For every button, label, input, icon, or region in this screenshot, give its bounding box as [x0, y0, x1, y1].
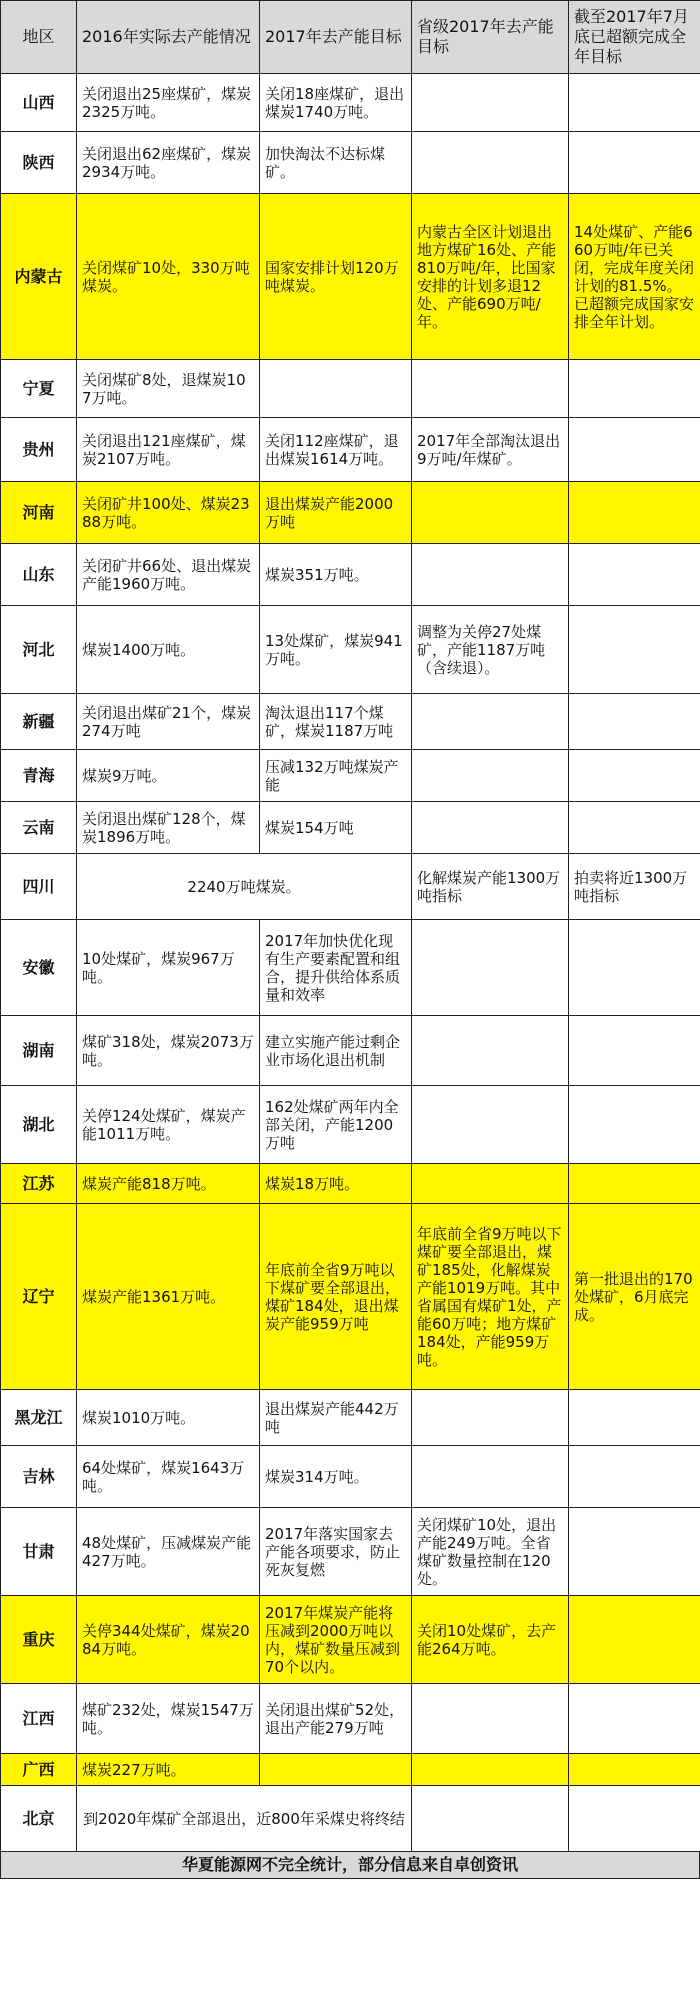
cell-july-progress: [569, 802, 700, 854]
table-row: [1, 482, 700, 544]
table-body: [1, 74, 700, 1852]
region-cell: 贵州: [1, 418, 77, 482]
table-row: [1, 132, 700, 194]
cell-2017-target: [260, 1754, 412, 1786]
cell-2016-actual: 煤炭227万吨。: [77, 1754, 260, 1786]
cell-july-progress: [569, 132, 700, 194]
table-row: [1, 1684, 700, 1754]
table-row: [1, 750, 700, 802]
cell-july-progress: [569, 1754, 700, 1786]
cell-provincial-target: [412, 802, 569, 854]
region-cell: 宁夏: [1, 360, 77, 418]
cell-july-progress: [569, 750, 700, 802]
table-row: [1, 1086, 700, 1164]
cell-2016-actual: 关停344处煤矿，煤炭2084万吨。: [77, 1596, 260, 1684]
cell-provincial-target: [412, 1016, 569, 1086]
header-region: 地区: [1, 1, 77, 74]
cell-provincial-target: [412, 1786, 569, 1852]
region-cell: 江西: [1, 1684, 77, 1754]
region-cell: 新疆: [1, 694, 77, 750]
region-cell: 吉林: [1, 1446, 77, 1508]
cell-2017-target: 关闭18座煤矿，退出煤炭1740万吨。: [260, 74, 412, 132]
cell-2017-target: 加快淘汰不达标煤矿。: [260, 132, 412, 194]
table-row: [1, 920, 700, 1016]
cell-july-progress: 14处煤矿、产能660万吨/年已关闭，完成年度关闭计划的81.5%。已超额完成国家安排全年计划。: [569, 194, 700, 360]
cell-2016-actual: 10处煤矿，煤炭967万吨。: [77, 920, 260, 1016]
cell-2017-target: 淘汰退出117个煤矿，煤炭1187万吨: [260, 694, 412, 750]
header-provincial-target: 省级2017年去产能目标: [412, 1, 569, 74]
cell-provincial-target: 内蒙古全区计划退出地方煤矿16处、产能810万吨/年，比国家安排的计划多退12处、产能690万吨/年。: [412, 194, 569, 360]
region-cell: 河南: [1, 482, 77, 544]
table-row: [1, 1164, 700, 1204]
cell-provincial-target: [412, 1086, 569, 1164]
header-2016-actual: 2016年实际去产能情况: [77, 1, 260, 74]
region-cell: 湖南: [1, 1016, 77, 1086]
table-row: [1, 418, 700, 482]
region-cell: 四川: [1, 854, 77, 920]
cell-provincial-target: 化解煤炭产能1300万吨指标: [412, 854, 569, 920]
table-row: [1, 606, 700, 694]
cell-2017-target: 关闭退出煤矿52处，退出产能279万吨: [260, 1684, 412, 1754]
cell-july-progress: 第一批退出的170处煤矿，6月底完成。: [569, 1204, 700, 1390]
region-cell: 安徽: [1, 920, 77, 1016]
cell-2016-actual: 关闭退出121座煤矿，煤炭2107万吨。: [77, 418, 260, 482]
cell-july-progress: [569, 360, 700, 418]
cell-2016-actual: 关闭退出25座煤矿，煤炭2325万吨。: [77, 74, 260, 132]
table-row: [1, 544, 700, 606]
region-cell: 河北: [1, 606, 77, 694]
table-row: [1, 1204, 700, 1390]
cell-provincial-target: [412, 132, 569, 194]
cell-provincial-target: 调整为关停27处煤矿，产能1187万吨（含续退）。: [412, 606, 569, 694]
cell-2016-actual: 煤炭1400万吨。: [77, 606, 260, 694]
cell-2017-target: 162处煤矿两年内全部关闭，产能1200万吨: [260, 1086, 412, 1164]
cell-2017-target: 年底前全省9万吨以下煤矿要全部退出，煤矿184处，退出煤炭产能959万吨: [260, 1204, 412, 1390]
cell-2016-actual: 煤矿318处，煤炭2073万吨。: [77, 1016, 260, 1086]
table-row: [1, 360, 700, 418]
region-cell: 山西: [1, 74, 77, 132]
cell-provincial-target: [412, 1684, 569, 1754]
cell-provincial-target: [412, 1390, 569, 1446]
cell-provincial-target: [412, 750, 569, 802]
cell-provincial-target: [412, 360, 569, 418]
cell-2017-target: 2017年煤炭产能将压减到2000万吨以内，煤矿数量压减到70个以内。: [260, 1596, 412, 1684]
cell-provincial-target: 关闭煤矿10处，退出产能249万吨。全省煤矿数量控制在120处。: [412, 1508, 569, 1596]
cell-provincial-target: [412, 482, 569, 544]
cell-july-progress: [569, 606, 700, 694]
cell-july-progress: [569, 920, 700, 1016]
region-cell: 重庆: [1, 1596, 77, 1684]
cell-provincial-target: 关闭10处煤矿，去产能264万吨。: [412, 1596, 569, 1684]
cell-2016-actual: 煤炭产能818万吨。: [77, 1164, 260, 1204]
cell-july-progress: [569, 1164, 700, 1204]
cell-provincial-target: [412, 544, 569, 606]
cell-2016-actual: 关闭煤矿8处，退煤炭107万吨。: [77, 360, 260, 418]
table-row: [1, 1016, 700, 1086]
cell-july-progress: [569, 1786, 700, 1852]
table-row: [1, 1390, 700, 1446]
region-cell: 云南: [1, 802, 77, 854]
cell-2016-actual: 关停124处煤矿，煤炭产能1011万吨。: [77, 1086, 260, 1164]
cell-july-progress: [569, 1390, 700, 1446]
cell-provincial-target: 年底前全省9万吨以下煤矿要全部退出，煤矿185处，化解煤炭产能1019万吨。其中省属国有煤矿1处，产能60万吨；地方煤矿184处，产能959万吨。: [412, 1204, 569, 1390]
cell-2017-target: 退出煤炭产能442万吨: [260, 1390, 412, 1446]
cell-2016-actual: 煤矿232处，煤炭1547万吨。: [77, 1684, 260, 1754]
cell-2017-target: 国家安排计划120万吨煤炭。: [260, 194, 412, 360]
table-row: [1, 1786, 700, 1852]
cell-2017-target: 建立实施产能过剩企业市场化退出机制: [260, 1016, 412, 1086]
cell-2017-target: 煤炭154万吨: [260, 802, 412, 854]
table-row: [1, 802, 700, 854]
cell-2017-target: 13处煤矿，煤炭941万吨。: [260, 606, 412, 694]
header-july-progress: 截至2017年7月底已超额完成全年目标: [569, 1, 700, 74]
region-cell: 青海: [1, 750, 77, 802]
cell-2017-target: 煤炭18万吨。: [260, 1164, 412, 1204]
cell-2016-actual: 煤炭1010万吨。: [77, 1390, 260, 1446]
table-row: [1, 1508, 700, 1596]
header-row: [1, 1, 700, 74]
cell-july-progress: 拍卖将近1300万吨指标: [569, 854, 700, 920]
cell-provincial-target: [412, 1754, 569, 1786]
cell-july-progress: [569, 74, 700, 132]
source-footer: 华夏能源网不完全统计，部分信息来自卓创资讯: [0, 1852, 700, 1879]
cell-2017-target: 退出煤炭产能2000万吨: [260, 482, 412, 544]
cell-2017-target: 压减132万吨煤炭产能: [260, 750, 412, 802]
cell-2017-target: 煤炭314万吨。: [260, 1446, 412, 1508]
table-row: [1, 1596, 700, 1684]
region-cell: 内蒙古: [1, 194, 77, 360]
header-2017-target: 2017年去产能目标: [260, 1, 412, 74]
cell-2016-actual: 48处煤矿，压减煤炭产能427万吨。: [77, 1508, 260, 1596]
cell-provincial-target: [412, 694, 569, 750]
cell-2016-actual: 关闭矿井66处、退出煤炭产能1960万吨。: [77, 544, 260, 606]
cell-july-progress: [569, 482, 700, 544]
cell-2017-target: 关闭112座煤矿，退出煤炭1614万吨。: [260, 418, 412, 482]
cell-july-progress: [569, 1016, 700, 1086]
cell-2016-actual: 关闭退出62座煤矿，煤炭2934万吨。: [77, 132, 260, 194]
cell-2016-actual: 关闭矿井100处、煤炭2388万吨。: [77, 482, 260, 544]
region-cell: 辽宁: [1, 1204, 77, 1390]
cell-2016-actual: 煤炭9万吨。: [77, 750, 260, 802]
cell-2017-target: 2017年加快优化现有生产要素配置和组合，提升供给体系质量和效率: [260, 920, 412, 1016]
table-row: [1, 194, 700, 360]
cell-provincial-target: [412, 1446, 569, 1508]
merged-cell: 到2020年煤矿全部退出，近800年采煤史将终结: [77, 1786, 412, 1852]
table-row: [1, 1446, 700, 1508]
cell-july-progress: [569, 1684, 700, 1754]
cell-july-progress: [569, 694, 700, 750]
cell-july-progress: [569, 1446, 700, 1508]
cell-provincial-target: [412, 1164, 569, 1204]
region-cell: 湖北: [1, 1086, 77, 1164]
cell-july-progress: [569, 1086, 700, 1164]
region-cell: 北京: [1, 1786, 77, 1852]
region-cell: 甘肃: [1, 1508, 77, 1596]
merged-cell: 2240万吨煤炭。: [77, 854, 412, 920]
cell-2017-target: [260, 360, 412, 418]
table-row: [1, 1754, 700, 1786]
cell-july-progress: [569, 544, 700, 606]
cell-july-progress: [569, 418, 700, 482]
region-cell: 黑龙江: [1, 1390, 77, 1446]
region-cell: 山东: [1, 544, 77, 606]
cell-2017-target: 煤炭351万吨。: [260, 544, 412, 606]
cell-2017-target: 2017年落实国家去产能各项要求，防止死灰复燃: [260, 1508, 412, 1596]
table-row: [1, 854, 700, 920]
cell-2016-actual: 关闭煤矿10处，330万吨煤炭。: [77, 194, 260, 360]
cell-2016-actual: 关闭退出煤矿128个，煤炭1896万吨。: [77, 802, 260, 854]
table-row: [1, 74, 700, 132]
cell-provincial-target: 2017年全部淘汰退出9万吨/年煤矿。: [412, 418, 569, 482]
cell-july-progress: [569, 1596, 700, 1684]
cell-provincial-target: [412, 920, 569, 1016]
region-cell: 陕西: [1, 132, 77, 194]
cell-2016-actual: 关闭退出煤矿21个，煤炭274万吨: [77, 694, 260, 750]
cell-provincial-target: [412, 74, 569, 132]
cell-2016-actual: 煤炭产能1361万吨。: [77, 1204, 260, 1390]
table-row: [1, 694, 700, 750]
region-cell: 广西: [1, 1754, 77, 1786]
region-cell: 江苏: [1, 1164, 77, 1204]
cell-july-progress: [569, 1508, 700, 1596]
cell-2016-actual: 64处煤矿，煤炭1643万吨。: [77, 1446, 260, 1508]
